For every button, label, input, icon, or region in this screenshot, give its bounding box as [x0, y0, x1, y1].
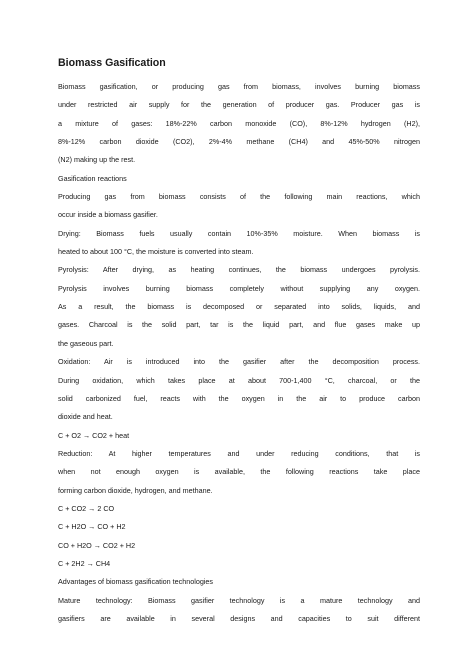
reduction-equation-1 — [58, 500, 420, 518]
text-line: Biomass gasification, or producing gas from biomass, involves burning biomass — [58, 82, 420, 91]
text-line: C + CO2 → 2 CO — [58, 503, 115, 513]
text-line: Mature technology: Biomass gasifier technology is a mature technology and — [58, 595, 420, 605]
text-line: Pyrolysis involves burning biomass completely without supplying any oxygen. — [58, 283, 420, 293]
text-line: the gaseous part. — [58, 338, 114, 348]
text-line: under restricted air supply for the generation of producer gas. Producer gas is — [58, 100, 420, 110]
reduction-equation-4 — [58, 555, 420, 573]
text-line: a mixture of gases: 18%-22% carbon monoxide (CO), 8%-12% hydrogen (H2), — [58, 118, 420, 128]
text-line: dioxide and heat. — [58, 412, 113, 422]
text-line: During oxidation, which takes place at about 700-1,400 °C, charcoal, or the — [58, 375, 420, 385]
text-line: Pyrolysis: After drying, as heating continues, the biomass undergoes pyrolysis. — [58, 265, 420, 275]
text-line: gases. Charcoal is the solid part, tar is the liquid part, and flue gases make up — [58, 320, 420, 330]
text-line: C + 2H2 → CH4 — [58, 558, 111, 568]
text-line: Producing gas from biomass consists of the following main reactions, which — [58, 192, 420, 202]
advantages-heading — [58, 573, 420, 591]
reduction-equation-3 — [58, 537, 420, 555]
document-text — [58, 78, 420, 628]
document-title: Biomass Gasification — [58, 57, 166, 69]
text-line: Oxidation: Air is introduced into the gasifier after the decomposition process. — [58, 357, 420, 367]
text-line: Reduction: At higher temperatures and under reducing conditions, that is — [58, 448, 420, 458]
text-line: Gasification reactions — [58, 173, 127, 183]
text-line: 8%-12% carbon dioxide (CO2), 2%-4% methane (CH4) and 45%-50% nitrogen — [58, 137, 420, 147]
reduction-paragraph — [58, 445, 420, 500]
reduction-equation-2 — [58, 518, 420, 536]
intro-paragraph — [58, 78, 420, 170]
text-line: when not enough oxygen is available, the following reactions take place — [58, 467, 420, 477]
text-line: forming carbon dioxide, hydrogen, and methane. — [58, 485, 213, 495]
text-line: C + H2O → CO + H2 — [58, 522, 126, 532]
text-line: Advantages of biomass gasification technologies — [58, 577, 214, 587]
oxidation-paragraph — [58, 353, 420, 426]
oxidation-equation — [58, 427, 420, 445]
text-line: occur inside a biomass gasifier. — [58, 210, 158, 220]
text-line: (N2) making up the rest. — [58, 155, 136, 165]
text-line: heated to about 100 °C, the moisture is converted into steam. — [58, 247, 254, 257]
text-line: Drying: Biomass fuels usually contain 10%-35% moisture. When biomass is — [58, 228, 420, 238]
drying-paragraph — [58, 225, 420, 262]
document-body — [58, 56, 420, 628]
reactions-intro-paragraph — [58, 188, 420, 225]
gasification-reactions-heading — [58, 170, 420, 188]
text-line: CO + H2O → CO2 + H2 — [58, 540, 136, 550]
text-line: As a result, the biomass is decomposed or separated into solids, liquids, and — [58, 302, 420, 312]
pyrolysis-paragraph — [58, 261, 420, 353]
text-line: C + O2 → CO2 + heat — [58, 430, 130, 440]
mature-technology-paragraph — [58, 592, 420, 629]
text-line: gasifiers are available in several designs and capacities to suit different — [58, 613, 420, 623]
text-line: solid carbonized fuel, reacts with the oxygen in the air to produce carbon — [58, 393, 420, 403]
